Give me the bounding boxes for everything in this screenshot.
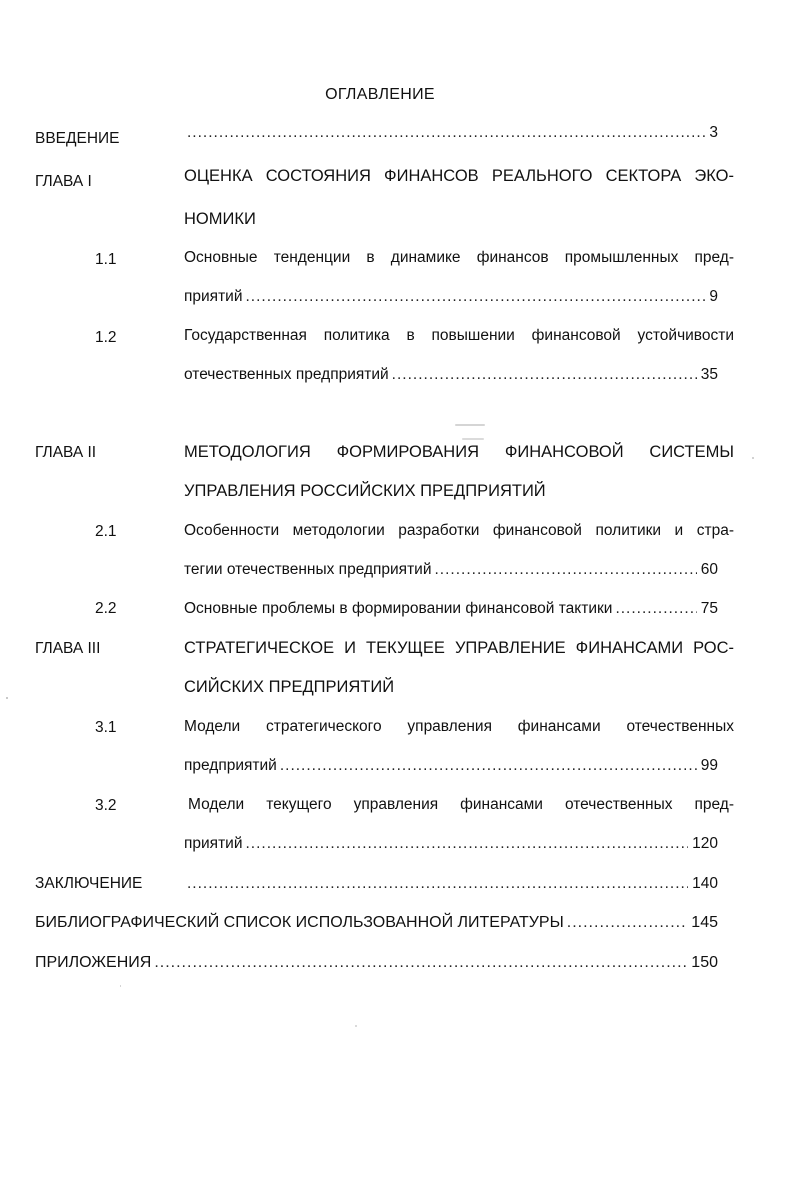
section-2-1-entry bbox=[184, 561, 718, 579]
intro-label: ВВЕДЕНИЕ bbox=[35, 130, 120, 147]
section-1-2-line2: отечественных предприятий bbox=[184, 366, 389, 383]
dot-leader bbox=[615, 600, 696, 618]
section-1-2-number: 1.2 bbox=[95, 329, 117, 346]
section-2-1-number: 2.1 bbox=[95, 523, 117, 540]
scan-speck bbox=[355, 1025, 357, 1027]
chapter2-title-line1: МЕТОДОЛОГИЯ ФОРМИРОВАНИЯ ФИНАНСОВОЙ СИСТЕМЫ bbox=[184, 443, 734, 461]
dot-leader bbox=[435, 561, 697, 579]
bibliography-entry bbox=[35, 914, 718, 932]
chapter1-title-line2: НОМИКИ bbox=[184, 210, 256, 228]
section-1-1-line2: приятий bbox=[184, 288, 243, 305]
section-3-2-line2: приятий bbox=[184, 835, 243, 852]
dot-leader bbox=[187, 124, 705, 142]
section-3-2-entry bbox=[184, 835, 718, 853]
section-3-2-number: 3.2 bbox=[95, 797, 117, 814]
conclusion-entry bbox=[184, 875, 718, 893]
section-1-1-page: 9 bbox=[709, 288, 718, 305]
section-2-2-page: 75 bbox=[700, 600, 718, 617]
dot-leader bbox=[392, 366, 697, 384]
chapter1-title-line1: ОЦЕНКА СОСТОЯНИЯ ФИНАНСОВ РЕАЛЬНОГО СЕКТОРА ЭКО- bbox=[184, 167, 734, 185]
toc-title: ОГЛАВЛЕНИЕ bbox=[325, 86, 435, 103]
scan-speck bbox=[752, 457, 754, 459]
section-3-1-line1: Модели стратегического управления финансами отечественных bbox=[184, 718, 734, 735]
section-3-1-entry bbox=[184, 757, 718, 775]
section-2-1-line2: тегии отечественных предприятий bbox=[184, 561, 432, 578]
section-3-2-page: 120 bbox=[692, 835, 718, 852]
chapter3-title-line2: СИЙСКИХ ПРЕДПРИЯТИЙ bbox=[184, 678, 395, 696]
section-1-2-page: 35 bbox=[700, 366, 718, 383]
dot-leader bbox=[567, 914, 688, 932]
scan-speck bbox=[120, 985, 121, 987]
section-2-1-line1: Особенности методологии разработки финансовой политики и стра- bbox=[184, 522, 734, 539]
intro-entry bbox=[184, 124, 718, 142]
section-2-2-entry bbox=[184, 600, 718, 618]
section-3-1-page: 99 bbox=[700, 757, 718, 774]
section-2-1-page: 60 bbox=[700, 561, 718, 578]
appendix-page: 150 bbox=[691, 954, 718, 971]
chapter3-title-line1: СТРАТЕГИЧЕСКОЕ И ТЕКУЩЕЕ УПРАВЛЕНИЕ ФИНАНСАМИ РОС- bbox=[184, 639, 734, 657]
section-1-2-line1: Государственная политика в повышении финансовой устойчивости bbox=[184, 327, 734, 344]
scan-speck bbox=[6, 697, 8, 699]
conclusion-page: 140 bbox=[692, 875, 718, 892]
section-3-1-line2: предприятий bbox=[184, 757, 277, 774]
dot-leader bbox=[245, 835, 688, 853]
dot-leader bbox=[154, 954, 687, 972]
section-3-2-line1: Модели текущего управления финансами отечественных пред- bbox=[188, 796, 734, 813]
chapter3-label: ГЛАВА III bbox=[35, 640, 101, 657]
appendix-entry bbox=[35, 954, 718, 972]
section-3-1-number: 3.1 bbox=[95, 719, 117, 736]
dot-leader bbox=[187, 875, 688, 893]
conclusion-label: ЗАКЛЮЧЕНИЕ bbox=[35, 875, 143, 892]
intro-page: 3 bbox=[709, 124, 718, 141]
section-2-2-line1: Основные проблемы в формировании финансовой тактики bbox=[184, 600, 613, 617]
scan-speck bbox=[455, 424, 485, 426]
section-1-1-number: 1.1 bbox=[95, 251, 117, 268]
section-1-1-line1: Основные тенденции в динамике финансов промышленных пред- bbox=[184, 249, 734, 266]
section-2-2-number: 2.2 bbox=[95, 600, 117, 617]
section-1-2-entry bbox=[184, 366, 718, 384]
chapter2-title-line2: УПРАВЛЕНИЯ РОССИЙСКИХ ПРЕДПРИЯТИЙ bbox=[184, 482, 546, 500]
chapter1-label: ГЛАВА I bbox=[35, 173, 92, 190]
section-1-1-entry bbox=[184, 288, 718, 306]
bibliography-page: 145 bbox=[691, 914, 718, 931]
dot-leader bbox=[245, 288, 705, 306]
chapter2-label: ГЛАВА II bbox=[35, 444, 97, 461]
appendix-label: ПРИЛОЖЕНИЯ bbox=[35, 954, 152, 971]
dot-leader bbox=[280, 757, 697, 775]
scan-speck bbox=[462, 438, 484, 440]
bibliography-label: БИБЛИОГРАФИЧЕСКИЙ СПИСОК ИСПОЛЬЗОВАННОЙ ЛИТЕРАТУРЫ bbox=[35, 914, 564, 931]
